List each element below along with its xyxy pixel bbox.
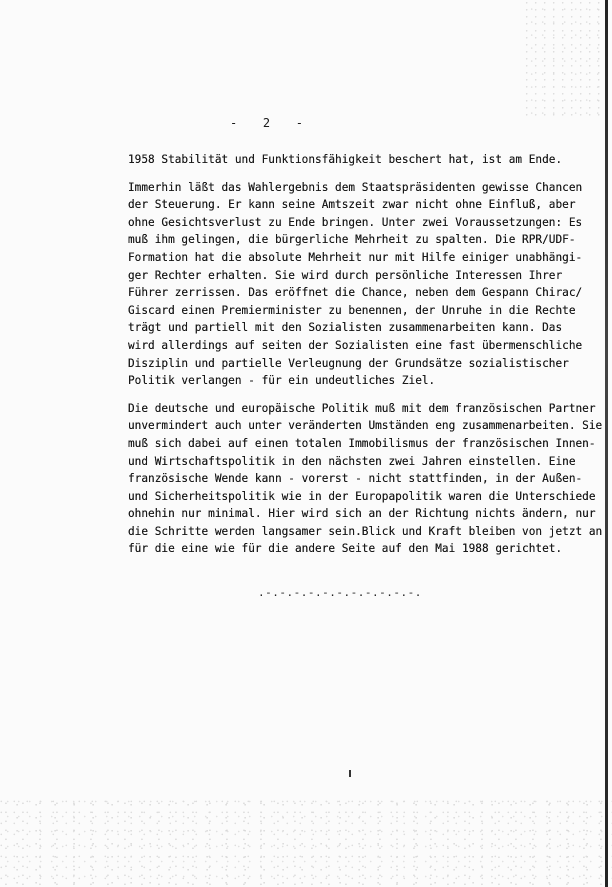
- text-line: Disziplin und partielle Verleugnung der Grundsätze sozialistischer: [128, 356, 569, 370]
- text-line: muß sich dabei auf einen totalen Immobilismus der französischen Innen-: [128, 436, 596, 450]
- text-line: die Schritte werden langsamer sein.Blick und Kraft bleiben von jetzt an: [128, 524, 603, 538]
- text-line: ger Rechter erhalten. Sie wird durch persönliche Interessen Ihrer: [128, 268, 563, 282]
- text-line: Führer zerrissen. Das eröffnet die Chance, neben dem Gespann Chirac/: [128, 286, 583, 300]
- text-line: Politik verlangen - für ein undeutliches Ziel.: [128, 374, 436, 388]
- text-line: Formation hat die absolute Mehrheit nur mit Hilfe einiger unabhängi-: [128, 250, 583, 264]
- paragraph: [128, 151, 563, 169]
- text-line: Giscard einen Premierminister zu benennen, der Unruhe in die Rechte: [128, 303, 576, 317]
- text-line: ohne Gesichtsverlust zu Ende bringen. Unter zwei Voraussetzungen: Es: [128, 215, 583, 229]
- text-line: Immerhin läßt das Wahlergebnis dem Staatspräsidenten gewisse Chancen: [128, 180, 583, 194]
- scan-mark: [349, 770, 351, 777]
- text-line: trägt und partiell mit den Sozialisten zusammenarbeiten kann. Das: [128, 321, 563, 335]
- text-line: der Steuerung. Er kann seine Amtszeit zwar nicht ohne Einfluß, aber: [128, 198, 576, 212]
- page-number: - 2 -: [230, 116, 305, 130]
- paragraph: [128, 400, 603, 558]
- end-separator: .-.-.-.-.-.-.-.-.-.-.-.: [258, 586, 422, 599]
- text-line: und Sicherheitspolitik wie in der Europapolitik waren die Unterschiede: [128, 489, 596, 503]
- text-line: Die deutsche und europäische Politik muß mit dem französischen Partner: [128, 401, 596, 415]
- text-line: muß ihm gelingen, die bürgerliche Mehrheit zu spalten. Die RPR/UDF-: [128, 233, 576, 247]
- scan-noise-top: [524, 0, 604, 120]
- text-line: unvermindert auch unter veränderten Umständen eng zusammenarbeiten. Sie: [128, 419, 603, 433]
- scan-noise-bottom: [0, 797, 612, 887]
- text-line: und Wirtschaftspolitik in den nächsten zwei Jahren einstellen. Eine: [128, 454, 576, 468]
- body-text: [128, 151, 603, 568]
- text-line: wird allerdings auf seiten der Sozialisten eine fast übermenschliche: [128, 338, 583, 352]
- paragraph: [128, 179, 583, 390]
- text-line: ohnehin nur minimal. Hier wird sich an der Richtung nichts ändern, nur: [128, 507, 596, 521]
- text-line: französische Wende kann - vorerst - nicht stattfinden, in der Außen-: [128, 472, 583, 486]
- scan-edge-border: [605, 0, 608, 887]
- text-line: für die eine wie für die andere Seite auf den Mai 1988 gerichtet.: [128, 542, 563, 556]
- text-line: 1958 Stabilität und Funktionsfähigkeit beschert hat, ist am Ende.: [128, 153, 563, 166]
